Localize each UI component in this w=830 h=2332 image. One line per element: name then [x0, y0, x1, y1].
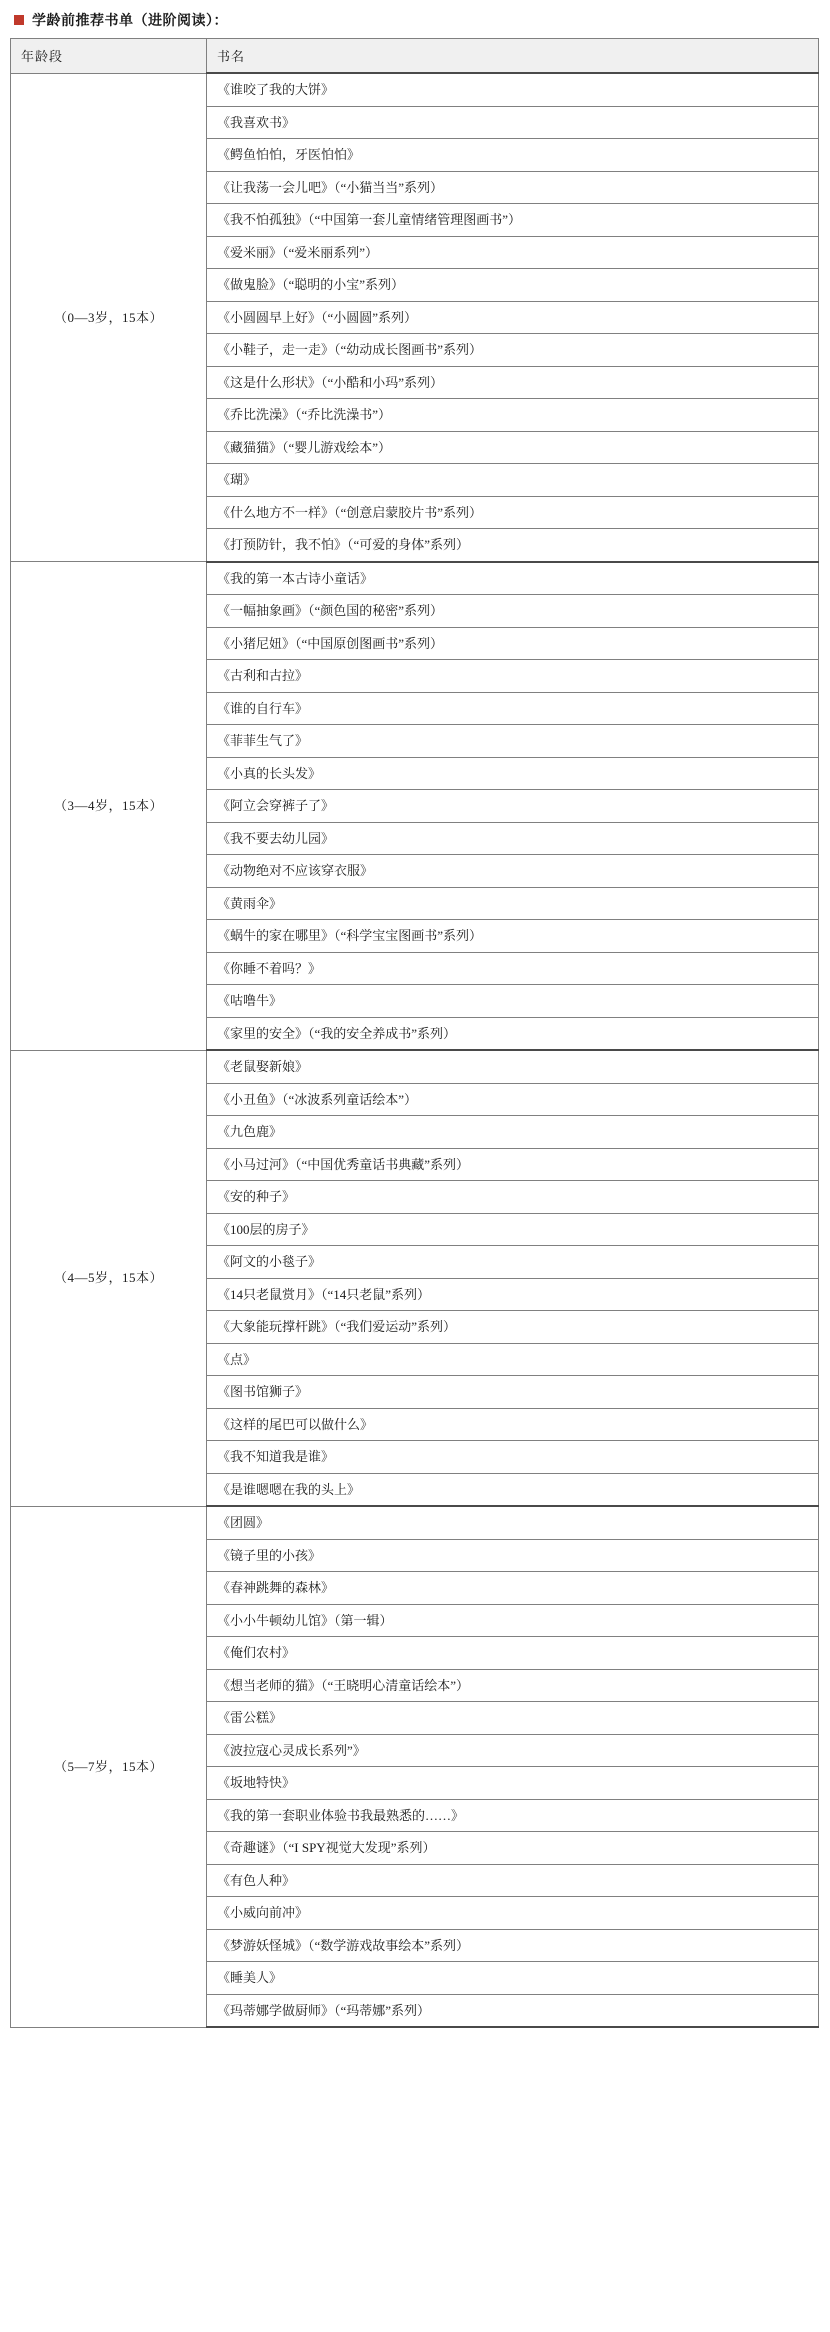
book-title-cell: 《谁咬了我的大饼》	[207, 73, 819, 106]
book-title-cell: 《100层的房子》	[207, 1213, 819, 1246]
table-body	[11, 73, 819, 2027]
book-title-cell: 《这是什么形状》（“小酷和小玛”系列）	[207, 366, 819, 399]
book-title-cell: 《俺们农村》	[207, 1637, 819, 1670]
table-header-row	[11, 39, 819, 74]
book-title-cell: 《小真的长头发》	[207, 757, 819, 790]
book-title-cell: 《黄雨伞》	[207, 887, 819, 920]
age-group-cell: （3—4岁，15本）	[11, 562, 207, 1051]
book-title-cell: 《让我荡一会儿吧》（“小猫当当”系列）	[207, 171, 819, 204]
book-title-cell: 《小马过河》（“中国优秀童话书典藏”系列）	[207, 1148, 819, 1181]
book-title-cell: 《鳄鱼怕怕，牙医怕怕》	[207, 139, 819, 172]
book-title-cell: 《玛蒂娜学做厨师》（“玛蒂娜”系列）	[207, 1994, 819, 2027]
book-title-cell: 《咕噜牛》	[207, 985, 819, 1018]
book-title-cell: 《老鼠娶新娘》	[207, 1050, 819, 1083]
bullet-square-icon	[14, 15, 24, 25]
book-title-cell: 《我的第一本古诗小童话》	[207, 562, 819, 595]
book-title-cell: 《蜗牛的家在哪里》（“科学宝宝图画书”系列）	[207, 920, 819, 953]
book-title-cell: 《藏猫猫》（“婴儿游戏绘本”）	[207, 431, 819, 464]
book-title-cell: 《乔比洗澡》（“乔比洗澡书”）	[207, 399, 819, 432]
table-row	[11, 1506, 819, 1539]
table-row	[11, 73, 819, 106]
age-group-cell: （0—3岁，15本）	[11, 73, 207, 562]
book-title-cell: 《小威向前冲》	[207, 1897, 819, 1930]
book-title-cell: 《古利和古拉》	[207, 660, 819, 693]
book-title-cell: 《瑚》	[207, 464, 819, 497]
book-title-cell: 《你睡不着吗？》	[207, 952, 819, 985]
booklist-table	[10, 38, 819, 2028]
book-title-cell: 《什么地方不一样》（“创意启蒙胶片书”系列）	[207, 496, 819, 529]
book-title-cell: 《做鬼脸》（“聪明的小宝”系列）	[207, 269, 819, 302]
book-title-cell: 《图书馆狮子》	[207, 1376, 819, 1409]
book-title-cell: 《奇趣谜》（“I SPY视觉大发现”系列）	[207, 1832, 819, 1865]
book-title-cell: 《安的种子》	[207, 1181, 819, 1214]
book-title-cell: 《小圆圆早上好》（“小圆圆”系列）	[207, 301, 819, 334]
book-title-cell: 《阿立会穿裤子了》	[207, 790, 819, 823]
book-title-cell: 《坂地特快》	[207, 1767, 819, 1800]
book-title-cell: 《九色鹿》	[207, 1116, 819, 1149]
book-title-cell: 《这样的尾巴可以做什么》	[207, 1408, 819, 1441]
book-title-cell: 《打预防针，我不怕》（“可爱的身体”系列）	[207, 529, 819, 562]
book-title-cell: 《春神跳舞的森林》	[207, 1572, 819, 1605]
book-title-cell: 《我喜欢书》	[207, 106, 819, 139]
book-title-cell: 《小猪尼妞》（“中国原创图画书”系列）	[207, 627, 819, 660]
book-title-cell: 《想当老师的猫》（“王晓明心清童话绘本”）	[207, 1669, 819, 1702]
book-title-cell: 《14只老鼠赏月》（“14只老鼠”系列）	[207, 1278, 819, 1311]
table-header	[11, 39, 819, 74]
book-title-cell: 《有色人种》	[207, 1864, 819, 1897]
age-group-cell: （5—7岁，15本）	[11, 1506, 207, 2027]
book-title-cell: 《爱米丽》（“爱米丽系列”）	[207, 236, 819, 269]
column-header-title: 书名	[207, 39, 819, 74]
book-title-cell: 《小小牛顿幼儿馆》（第一辑）	[207, 1604, 819, 1637]
book-title-cell: 《镜子里的小孩》	[207, 1539, 819, 1572]
book-title-cell: 《家里的安全》（“我的安全养成书”系列）	[207, 1017, 819, 1050]
book-title-cell: 《雷公糕》	[207, 1702, 819, 1735]
page-title	[10, 8, 820, 38]
book-title-cell: 《阿文的小毯子》	[207, 1246, 819, 1279]
book-title-cell: 《小丑鱼》（“冰波系列童话绘本”）	[207, 1083, 819, 1116]
table-row	[11, 562, 819, 595]
book-title-cell: 《谁的自行车》	[207, 692, 819, 725]
book-title-cell: 《我不知道我是谁》	[207, 1441, 819, 1474]
book-title-cell: 《我不怕孤独》（“中国第一套儿童情绪管理图画书”）	[207, 204, 819, 237]
table-row	[11, 1050, 819, 1083]
column-header-age: 年龄段	[11, 39, 207, 74]
book-title-cell: 《一幅抽象画》（“颜色国的秘密”系列）	[207, 595, 819, 628]
book-title-cell: 《大象能玩撑杆跳》（“我们爱运动”系列）	[207, 1311, 819, 1344]
book-title-cell: 《睡美人》	[207, 1962, 819, 1995]
book-title-cell: 《梦游妖怪城》（“数学游戏故事绘本”系列）	[207, 1929, 819, 1962]
book-title-cell: 《团圆》	[207, 1506, 819, 1539]
book-title-cell: 《波拉寇心灵成长系列”》	[207, 1734, 819, 1767]
age-group-cell: （4—5岁，15本）	[11, 1050, 207, 1506]
page-title-text: 学龄前推荐书单（进阶阅读）：	[32, 14, 228, 29]
book-title-cell: 《我不要去幼儿园》	[207, 822, 819, 855]
book-title-cell: 《小鞋子，走一走》（“幼动成长图画书”系列）	[207, 334, 819, 367]
book-title-cell: 《菲菲生气了》	[207, 725, 819, 758]
book-title-cell: 《点》	[207, 1343, 819, 1376]
book-title-cell: 《我的第一套职业体验书我最熟悉的……》	[207, 1799, 819, 1832]
book-title-cell: 《动物绝对不应该穿衣服》	[207, 855, 819, 888]
book-title-cell: 《是谁嗯嗯在我的头上》	[207, 1473, 819, 1506]
